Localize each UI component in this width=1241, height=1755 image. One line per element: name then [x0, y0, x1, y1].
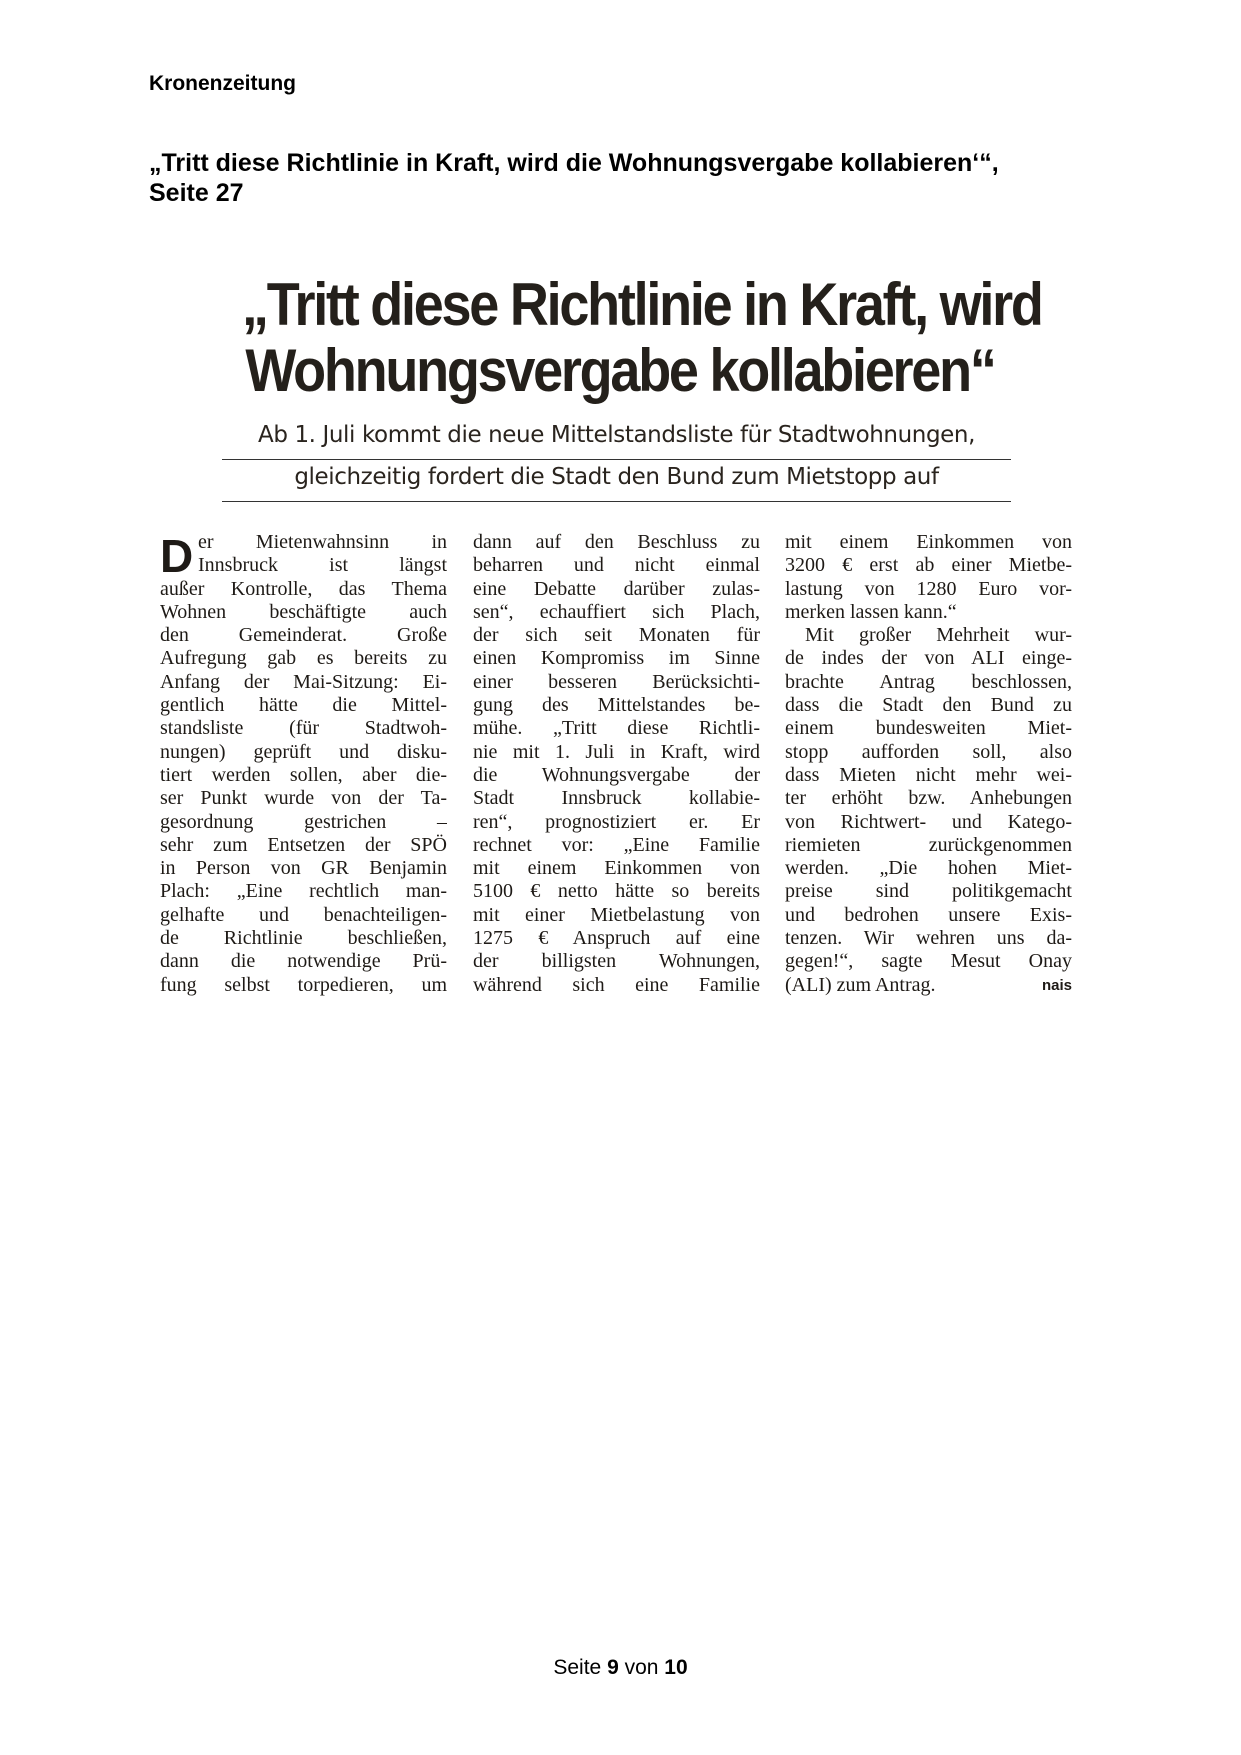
text-line: 5100 € netto hätte so bereits — [473, 880, 760, 903]
text-line: die Wohnungsvergabe der — [473, 763, 760, 786]
text-line: mit einem Einkommen von — [785, 531, 1072, 553]
text-line: der billigsten Wohnungen, — [473, 950, 760, 973]
article-column-1 — [160, 531, 447, 997]
document-title — [149, 148, 1149, 208]
text-line: dann die notwendige Prü- — [160, 950, 447, 973]
text-line: sehr zum Entsetzen der SPÖ — [160, 833, 447, 856]
text-line-final — [785, 974, 1072, 997]
page-footer — [0, 1656, 1241, 1680]
text-line: tenzen. Wir wehren uns da- — [785, 927, 1072, 950]
text-line: ser Punkt wurde von der Ta- — [160, 787, 447, 810]
text-line: gesordnung gestrichen – — [160, 810, 447, 833]
subheadline-line-1: Ab 1. Juli kommt die neue Mittelstandsliste für Stadtwohnungen, — [222, 418, 1011, 460]
text-line: er Mietenwahnsinn in — [198, 531, 447, 553]
text-line: ren“, prognostiziert er. Er — [473, 810, 760, 833]
text-line: Anfang der Mai-Sitzung: Ei- — [160, 670, 447, 693]
text-line: merken lassen kann.“ — [785, 600, 957, 623]
headline-line-1: „Tritt diese Richtlinie in Kraft, wird — [242, 271, 1042, 338]
author-signature: nais — [1041, 976, 1072, 994]
article-column-2 — [473, 531, 760, 997]
text-line: während sich eine Familie — [473, 973, 760, 996]
final-line-text: (ALI) zum Antrag. — [785, 973, 936, 996]
text-line: den Gemeinderat. Große — [160, 624, 447, 647]
text-line: nungen) geprüft und disku- — [160, 740, 447, 763]
text-line: mit einer Mietbelastung von — [473, 903, 760, 926]
text-line: rechnet vor: „Eine Familie — [473, 833, 760, 856]
document-title-line-1: „Tritt diese Richtlinie in Kraft, wird die Wohnungsvergabe kollabieren‘“, — [149, 149, 999, 177]
text-line: gentlich hätte die Mittel- — [160, 694, 447, 717]
text-line: gung des Mittelstandes be- — [473, 694, 760, 717]
text-line: riemieten zurückgenommen — [785, 833, 1072, 856]
text-line: in Person von GR Benjamin — [160, 857, 447, 880]
text-line: dass Mieten nicht mehr wei- — [785, 763, 1072, 786]
text-line: preise sind politikgemacht — [785, 880, 1072, 903]
text-line: stopp aufforden soll, also — [785, 740, 1072, 763]
text-line: gegen!“, sagte Mesut Onay — [785, 950, 1072, 973]
text-line: beharren und nicht einmal — [473, 554, 760, 577]
text-line: Stadt Innsbruck kollabie- — [473, 787, 760, 810]
total-pages-number: 10 — [664, 1656, 688, 1679]
text-line: Wohnen beschäftigte auch — [160, 600, 447, 623]
text-line: fung selbst torpedieren, um — [160, 973, 447, 996]
drop-cap: D — [160, 530, 194, 582]
text-line: außer Kontrolle, das Thema — [160, 577, 447, 600]
text-line: eine Debatte darüber zulas- — [473, 577, 760, 600]
article-body — [160, 531, 1072, 1001]
article-column-3 — [785, 531, 1072, 997]
text-line: der sich seit Monaten für — [473, 624, 760, 647]
text-line: ter erhöht bzw. Anhebungen — [785, 787, 1072, 810]
text-line: gelhafte und benachteiligen- — [160, 903, 447, 926]
text-line: Mit großer Mehrheit wur- — [805, 624, 1072, 647]
text-line: lastung von 1280 Euro vor- — [785, 577, 1072, 600]
text-line: de Richtlinie beschließen, — [160, 927, 447, 950]
subheadline-line-2: gleichzeitig fordert die Stadt den Bund zum Mietstopp auf — [222, 460, 1011, 502]
document-title-line-2: Seite 27 — [149, 179, 244, 207]
article-subheadline — [222, 418, 1011, 502]
text-line: Innsbruck ist längst — [198, 554, 447, 577]
text-line: de indes der von ALI einge- — [785, 647, 1072, 670]
text-line: einen Kompromiss im Sinne — [473, 647, 760, 670]
text-line: mit einem Einkommen von — [473, 857, 760, 880]
headline-line-2: Wohnungsvergabe kollabieren“ — [245, 337, 995, 404]
current-page-number: 9 — [607, 1656, 619, 1679]
page-of-label: von — [624, 1656, 659, 1679]
text-line: standsliste (für Stadtwoh- — [160, 717, 447, 740]
text-line: brachte Antrag beschlossen, — [785, 670, 1072, 693]
text-line: Plach: „Eine rechtlich man- — [160, 880, 447, 903]
text-line: einer besseren Berücksichti- — [473, 670, 760, 693]
text-line: und bedrohen unsere Exis- — [785, 903, 1072, 926]
text-line: Aufregung gab es bereits zu — [160, 647, 447, 670]
text-line: von Richtwert- und Katego- — [785, 810, 1072, 833]
text-line: tiert werden sollen, aber die- — [160, 763, 447, 786]
page-label: Seite — [553, 1656, 602, 1679]
article-headline — [242, 271, 1042, 404]
text-line: sen“, echauffiert sich Plach, — [473, 600, 760, 623]
text-line: 1275 € Anspruch auf eine — [473, 927, 760, 950]
text-line: mühe. „Tritt diese Richtli- — [473, 717, 760, 740]
text-line: dass die Stadt den Bund zu — [785, 694, 1072, 717]
text-line: werden. „Die hohen Miet- — [785, 857, 1072, 880]
text-line: 3200 € erst ab einer Mietbe- — [785, 554, 1072, 577]
publication-name: Kronenzeitung — [149, 72, 296, 95]
text-line: nie mit 1. Juli in Kraft, wird — [473, 740, 760, 763]
text-line: dann auf den Beschluss zu — [473, 531, 760, 553]
text-line: einem bundesweiten Miet- — [785, 717, 1072, 740]
